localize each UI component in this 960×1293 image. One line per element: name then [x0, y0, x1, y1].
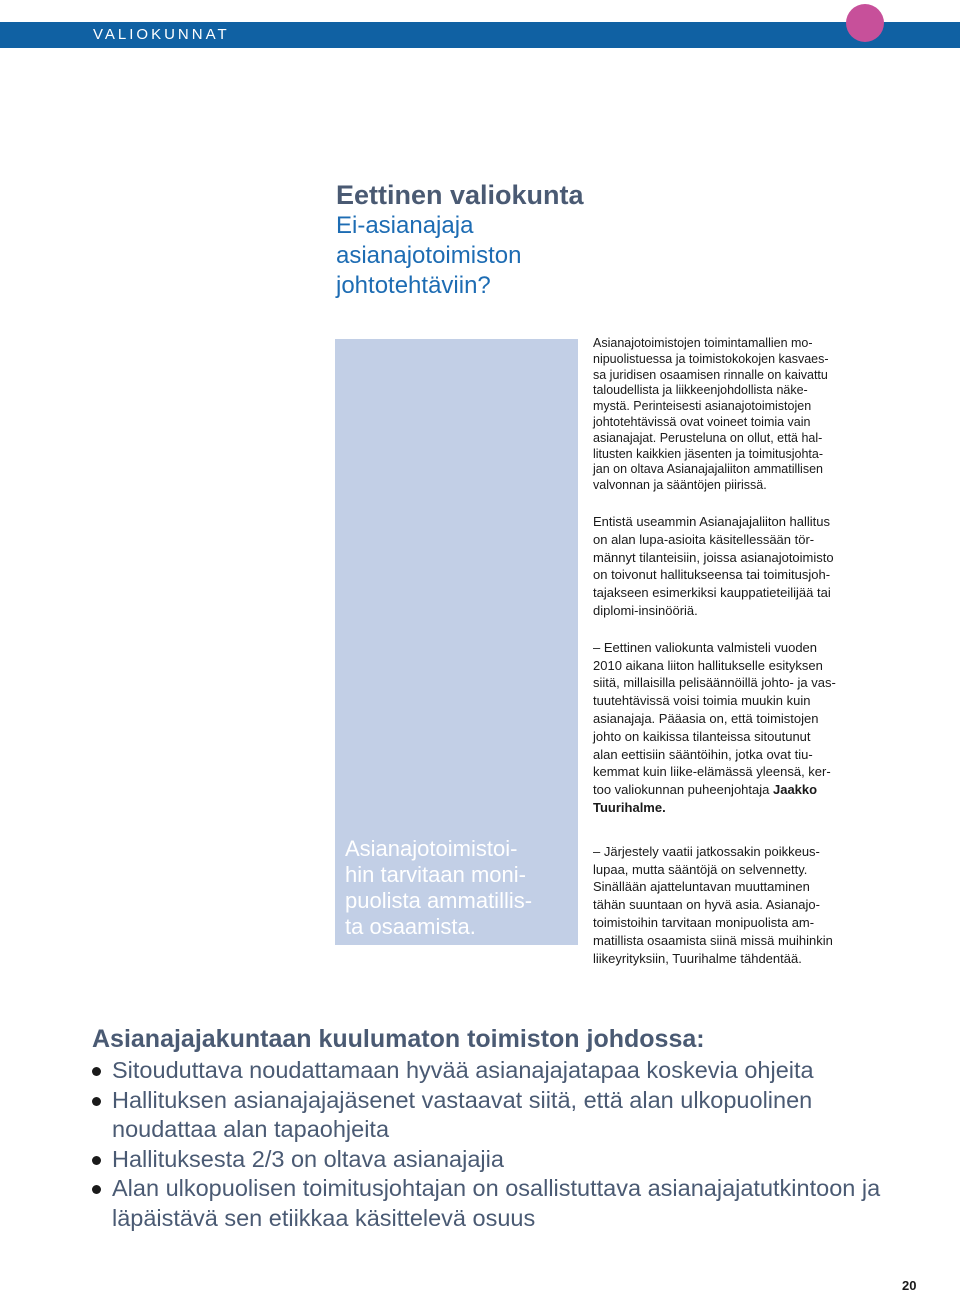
chair-name: Jaakko Tuurihalme.	[593, 782, 818, 815]
article-title: Eettinen valiokunta	[336, 180, 584, 210]
summary-item	[92, 1145, 922, 1175]
article-subtitle: Ei-asianajaja asianajotoimiston johtotehtäviin?	[336, 212, 522, 299]
summary-item-text: Sitouduttava noudattamaan hyvää asianajajatapaa koskevia ohjeita	[112, 1057, 814, 1083]
article-paragraph: Entistä useammin Asianajajaliiton hallitus on alan lupa-asioita käsitellessään tör- männyt tilanteisiin, joissa asianajotoimisto on toivonut hallitukseensa tai toimitusjoh- tajakseen esimerkiksi kauppatieteilijää tai diplomi-insinööriä.	[593, 513, 834, 618]
bullet-icon	[92, 1156, 101, 1165]
section-label: VALIOKUNNAT	[93, 26, 230, 43]
article-title-block	[336, 180, 676, 301]
section-header-bar	[0, 22, 960, 48]
summary-list	[92, 1056, 922, 1233]
pull-quote-panel	[335, 339, 578, 945]
bullet-icon	[92, 1185, 101, 1194]
article-intro: Asianajotoimistojen toimintamallien mo- nipuolistuessa ja toimistokokojen kasvaes- sa juridisen osaamisen rinnalle on kaivattu taloudellista ja liikkeenjohdollista näke- mystä. Perinteisesti asianajotoimistojen johtotehtävissä ovat voineet toimia vain asianajajat. Perusteluna on ollut, että hal- litusten kaikkien jäsenten ja toimitusjohta- jan on oltava Asianajajaliiton ammatillisen valvonnan ja sääntöjen piirissä.	[593, 336, 829, 493]
summary-heading: Asianajajakuntaan kuulumaton toimiston johdossa:	[92, 1025, 705, 1053]
article-paragraph-text: – Eettinen valiokunta valmisteli vuoden 2010 aikana liiton hallitukselle esityksen siitä, millaisilla pelisäännöillä johto- ja vas- tuutehtävissä voisi toimia muukin kuin asianajaja. Pääasia on, että toimistojen johto on kaikissa tilanteissa sitoutunut alan eettisiin sääntöihin, jotka ovat tiu- kemmat kuin liike-elämässä yleensä, ker- too valiokunnan puheenjohtaja	[593, 639, 836, 798]
summary-box	[92, 1022, 922, 1233]
summary-item-text: Hallituksesta 2/3 on oltava asianajajia	[112, 1145, 504, 1172]
summary-item	[92, 1056, 922, 1086]
page-number: 20	[902, 1278, 917, 1293]
summary-item-text: Alan ulkopuolisen toimitusjohtajan on osallistuttava asianajajatutkintoon ja läpäistävä sen etiikkaa käsittelevä osuus	[112, 1175, 881, 1231]
bullet-icon	[92, 1097, 101, 1106]
summary-item	[92, 1174, 922, 1233]
bullet-icon	[92, 1067, 101, 1076]
summary-item	[92, 1086, 922, 1145]
pull-quote: Asianajotoimistoi- hin tarvitaan moni- puolista ammatillis- ta osaamista.	[345, 836, 533, 939]
article-paragraph	[593, 639, 850, 817]
article-body	[593, 336, 850, 967]
article-paragraph: – Järjestely vaatii jatkossakin poikkeus- lupaa, mutta sääntöjä on selvennetty. Sinällään ajatteluntavan muuttaminen tähän suuntaan on hyvä asia. Asianajo- toimistoihin tarvitaan monipuolista am- matillista osaamista siinä missä muihinkin liikeyrityksiin, Tuurihalme tähdentää.	[593, 843, 833, 966]
summary-item-text: Hallituksen asianajajajäsenet vastaavat siitä, että alan ulkopuolinen noudattaa alan tapaohjeita	[112, 1086, 813, 1142]
decorative-dot	[846, 4, 884, 42]
